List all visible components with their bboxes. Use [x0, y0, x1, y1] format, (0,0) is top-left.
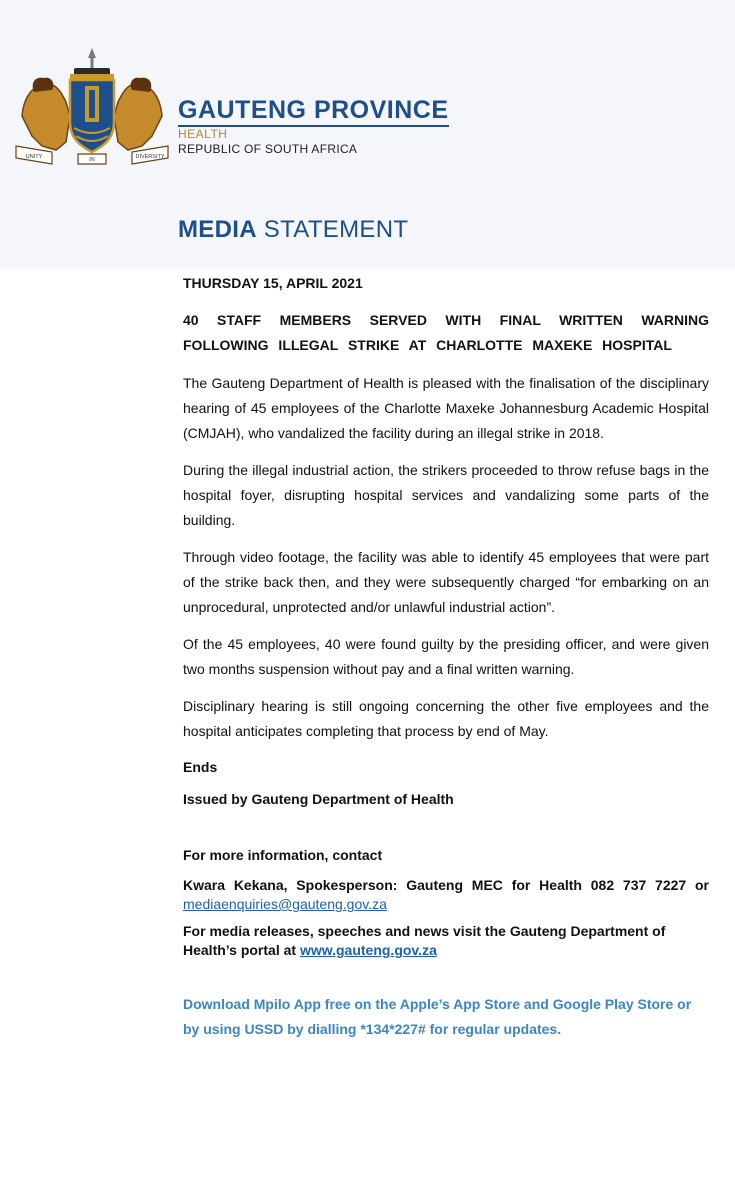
- issued-by: Issued by Gauteng Department of Health: [183, 791, 454, 807]
- contact-text: Kwara Kekana, Spokesperson: Gauteng MEC for Health 082 737 7227 or: [183, 877, 709, 893]
- crest-motto-mid: IN: [89, 157, 95, 163]
- paragraph: During the illegal industrial action, the strikers proceeded to throw refuse bags in the hospital foyer, disrupting hospital services and vandalizing some parts of the building.: [183, 462, 709, 528]
- paragraph: Through video footage, the facility was able to identify 45 employees that were part of the strike back then, and they were subsequently charged “for embarking on an unprocedural, unprotected and/or unlawful industrial action”.: [183, 549, 709, 615]
- document-type-title: [178, 216, 408, 244]
- org-department: HEALTH: [178, 127, 228, 141]
- contact-heading: For more information, contact: [183, 847, 383, 863]
- contact-line: [183, 876, 709, 914]
- statement-headline: 40 STAFF MEMBERS SERVED WITH FINAL WRITTEN WARNING FOLLOWING ILLEGAL STRIKE AT CHARLOTTE MAXEKE HOSPITAL: [183, 312, 709, 353]
- org-country: REPUBLIC OF SOUTH AFRICA: [178, 142, 358, 156]
- coat-of-arms-logo: [12, 46, 172, 166]
- portal-line: [183, 922, 709, 960]
- crest-motto-right: DIVERSITY: [135, 154, 165, 160]
- statement-date: THURSDAY 15, APRIL 2021: [183, 275, 363, 291]
- statement-body: [183, 272, 709, 1042]
- org-title: GAUTENG PROVINCE: [178, 96, 449, 127]
- mpilo-app-notice: Download Mpilo App free on the Apple’s App Store and Google Play Store or by using USSD by dialling *134*227# for regular updates.: [183, 996, 692, 1037]
- letterhead: [0, 0, 735, 268]
- statement-rest-word: STATEMENT: [256, 216, 409, 243]
- contact-email-link[interactable]: mediaenquiries@gauteng.gov.za: [183, 896, 387, 912]
- portal-text: For media releases, speeches and news visit the Gauteng Department of Health’s portal at: [183, 923, 666, 958]
- paragraph: Disciplinary hearing is still ongoing concerning the other five employees and the hospital anticipates completing that process by end of May.: [183, 698, 709, 739]
- portal-website-link[interactable]: www.gauteng.gov.za: [299, 942, 437, 958]
- statement-bold-word: MEDIA: [178, 216, 257, 243]
- crest-motto-left: UNITY: [25, 154, 43, 160]
- ends-marker: Ends: [183, 759, 218, 775]
- paragraph: The Gauteng Department of Health is pleased with the finalisation of the disciplinary hearing of 45 employees of the Charlotte Maxeke Johannesburg Academic Hospital (CMJAH), who vandalized the facility during an illegal strike in 2018.: [183, 375, 709, 441]
- paragraph: Of the 45 employees, 40 were found guilty by the presiding officer, and were given two months suspension without pay and a final written warning.: [183, 636, 709, 677]
